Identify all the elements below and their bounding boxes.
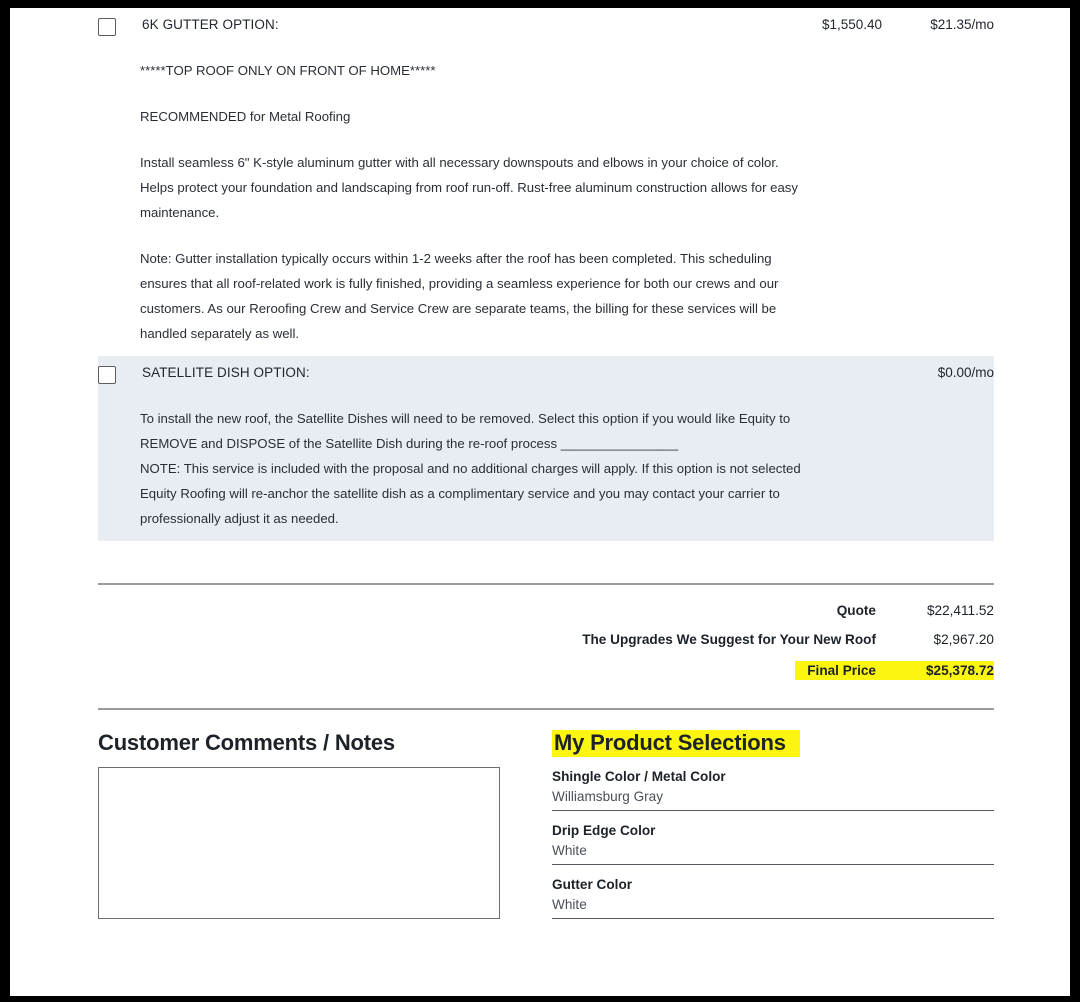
final-price-label: Final Price — [795, 661, 890, 680]
option-row-satellite-dish[interactable] — [98, 356, 994, 541]
totals-value: $22,411.52 — [926, 603, 994, 618]
option-title: 6K GUTTER OPTION: — [142, 17, 279, 32]
totals-row — [98, 632, 994, 647]
option-description — [98, 384, 994, 531]
option-paragraph: NOTE: This service is included with the proposal and no additional charges will apply. If this option is not selected Equity Roofing will re-anchor the satellite dish as a complimentary service and you may contact your carrier to professionally adjust it as needed. — [140, 461, 801, 526]
option-paragraph: *****TOP ROOF ONLY ON FRONT OF HOME***** — [140, 63, 436, 78]
selection-value[interactable]: Williamsburg Gray — [552, 789, 994, 811]
option-paragraph: To install the new roof, the Satellite Dishes will need to be removed. Select this option if you would like Equity to REMOVE and DISPOSE of the Satellite Dish during the re-roof process ________________ — [140, 411, 791, 451]
bottom-section — [98, 710, 994, 931]
option-paragraph: Note: Gutter installation typically occurs within 1-2 weeks after the roof has been completed. This scheduling ensures that all roof-related work is fully finished, providing a seamless experience for both our crews and our customers. As our Reroofing Crew and Service Crew are separate teams, the billing for these services will be handled separately as well. — [140, 251, 779, 341]
customer-comments-heading: Customer Comments / Notes — [98, 730, 395, 755]
checkbox-satellite-dish-option[interactable] — [98, 366, 116, 384]
final-price-value: $25,378.72 — [890, 661, 994, 680]
selection-label: Gutter Color — [552, 877, 633, 892]
option-paragraph: Install seamless 6" K-style aluminum gutter with all necessary downspouts and elbows in your choice of color. Helps protect your foundation and landscaping from roof run-off. Rust-free aluminum construction allows for easy maintenance. — [140, 155, 798, 220]
document-page — [10, 8, 1070, 996]
checkbox-gutter-option[interactable] — [98, 18, 116, 36]
option-paragraph: RECOMMENDED for Metal Roofing — [140, 109, 351, 124]
document-body — [10, 8, 1070, 931]
totals-row — [98, 603, 994, 618]
option-title: SATELLITE DISH OPTION: — [142, 365, 310, 380]
selection-label: Shingle Color / Metal Color — [552, 769, 726, 784]
selection-label: Drip Edge Color — [552, 823, 656, 838]
totals-section — [98, 585, 994, 680]
option-price: $1,550.40 — [821, 17, 882, 32]
option-row-gutter[interactable] — [98, 8, 994, 356]
customer-comments-input[interactable] — [98, 767, 500, 919]
selection-value[interactable]: White — [552, 897, 994, 919]
totals-label: Quote — [836, 603, 876, 618]
selection-value[interactable]: White — [552, 843, 994, 865]
customer-comments-section — [98, 730, 546, 931]
product-selections-section — [546, 730, 994, 931]
option-monthly-price: $0.00/mo — [937, 365, 994, 380]
totals-label: The Upgrades We Suggest for Your New Roof — [582, 632, 876, 647]
option-header — [98, 365, 994, 384]
totals-value: $2,967.20 — [933, 632, 994, 647]
totals-row-final — [98, 661, 994, 680]
option-header — [98, 17, 994, 36]
option-monthly-price: $21.35/mo — [930, 17, 994, 32]
option-description — [98, 36, 994, 346]
product-selections-heading: My Product Selections — [552, 730, 800, 757]
